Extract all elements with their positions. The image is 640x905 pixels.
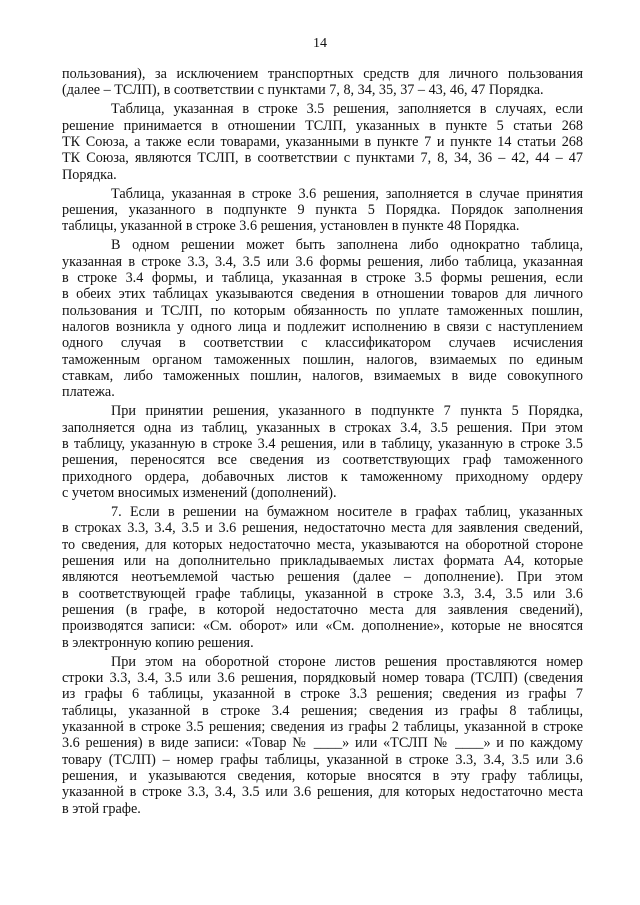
text-line: из графы 6 таблицы, указанной в строке 3.3 решения; сведения из графы 7 [62, 686, 583, 703]
paragraph [62, 186, 583, 235]
text-line: Таблица, указанная в строке 3.5 решения, заполняется в случаях, если [111, 101, 583, 118]
text-line: ТК Союза, а также если товарами, указанными в пункте 7 и пункте 14 статьи 268 [62, 133, 583, 150]
text-line: решения, переносятся все сведения из соответствующих граф таможенного [62, 452, 583, 469]
text-line: 3.6 решения) в виде записи: «Товар № ____» или «ТСЛП № ____» и по каждому [62, 735, 583, 752]
paragraph [62, 654, 583, 817]
text-line: решения, указанного в подпункте 9 пункта 5 Порядка. Порядок заполнения [62, 201, 583, 218]
text-line: таблицы, указанной в строке 3.4 решения; сведения из графы 8 таблицы, [62, 702, 583, 719]
paragraph [62, 504, 583, 651]
paragraph [62, 403, 583, 501]
text-line: 7. Если в решении на бумажном носителе в графах таблиц, указанных [111, 503, 583, 520]
text-line: При принятии решения, указанного в подпункте 7 пункта 5 Порядка, [111, 403, 583, 420]
text-line: При этом на оборотной стороне листов решения проставляются номер [111, 653, 583, 670]
paragraph [62, 66, 583, 99]
text-line: указанной в строке 3.3, 3.4, 3.5 или 3.6 решения, для которых недостаточно места [62, 784, 583, 801]
text-line: производятся записи: «См. оборот» или «См. дополнение», которые не вносятся [62, 618, 583, 635]
text-line: решения (в графе, в которой недостаточно места для заявления сведений), [62, 601, 583, 618]
text-line: с учетом вносимых изменений (дополнений). [62, 484, 337, 501]
text-line: таблицы, указанной в строке 3.6 решения, установлен в пункте 48 Порядка. [62, 218, 520, 235]
text-line: заполняется одна из таблиц, указанных в строках 3.4, 3.5 решения. При этом [62, 419, 583, 436]
paragraph [62, 101, 583, 183]
text-line: таможенным органом таможенных пошлин, налогов, взимаемых по единым [62, 351, 583, 368]
text-line: в строках 3.3, 3.4, 3.5 и 3.6 решения, недостаточно места для заявления сведений, [62, 520, 583, 537]
text-line: В одном решении может быть заполнена либо однократно таблица, [111, 237, 583, 254]
text-line: указанная в строке 3.3, 3.4, 3.5 или 3.6 формы решения, либо таблица, указанная [62, 253, 583, 270]
text-line: платежа. [62, 384, 115, 401]
text-line: строки 3.3, 3.4, 3.5 или 3.6 решения, порядковый номер товара (ТСЛП) (сведения [62, 669, 583, 686]
paragraph [62, 237, 583, 400]
text-line: решения, и указываются сведения, которые вносятся в эту графу таблицы, [62, 768, 583, 784]
text-line: пользования), за исключением транспортных средств для личного пользования [62, 66, 583, 82]
text-line: решение принимается в отношении ТСЛП, указанных в пункте 5 статьи 268 [62, 117, 583, 134]
text-line: в электронную копию решения. [62, 634, 254, 651]
text-line: Таблица, указанная в строке 3.6 решения, заполняется в случае принятия [111, 185, 583, 202]
text-line: налогов возникла у одного лица и подлежит исполнению в связи с наступлением [62, 318, 583, 335]
text-line: в таблицу, указанную в строке 3.4 решения, или в таблицу, указанную в строке 3.5 [62, 435, 583, 452]
text-line: в этой графе. [62, 800, 141, 817]
text-line: ставкам, либо таможенных пошлин, налогов, взимаемых в виде совокупного [62, 367, 583, 384]
text-line: приходного ордера, добавочных листов к таможенному приходному ордеру [62, 468, 583, 485]
text-line: ТК Союза, являются ТСЛП, в соответствии с пунктами 7, 8, 34, 36 – 42, 44 – 47 [62, 150, 583, 167]
text-line: то сведения, для которых недостаточно места, указываются на оборотной стороне [62, 536, 583, 553]
text-line: пользования и ТСЛП, по которым обязанность по уплате таможенных пошлин, [62, 302, 583, 319]
text-line: Порядка. [62, 166, 117, 183]
text-line: товару (ТСЛП) – номер графы таблицы, указанной в строке 3.3, 3.4, 3.5 или 3.6 [62, 751, 583, 768]
text-line: являются неотъемлемой частью решения (далее – дополнение). При этом [62, 569, 583, 586]
text-line: указанной в строке 3.5 решения; сведения из графы 2 таблицы, указанной в строке [62, 718, 583, 735]
text-line: в строке 3.4 формы, и таблица, указанная в строке 3.5 формы решения, если [62, 269, 583, 286]
document-body [62, 66, 583, 820]
text-line: решения или на дополнительно прикладываемых листах формата А4, которые [62, 552, 583, 569]
page-number: 14 [313, 36, 327, 51]
text-line: в обеих этих таблицах указываются сведения в отношении товаров для личного [62, 286, 583, 303]
text-line: в соответствующей графе таблицы, указанной в строке 3.3, 3.4, 3.5 или 3.6 [62, 585, 583, 602]
text-line: (далее – ТСЛП), в соответствии с пунктами 7, 8, 34, 35, 37 – 43, 46, 47 Порядка. [62, 82, 544, 99]
text-line: одного случая в соответствии с классификатором случаев исчисления [62, 335, 583, 352]
